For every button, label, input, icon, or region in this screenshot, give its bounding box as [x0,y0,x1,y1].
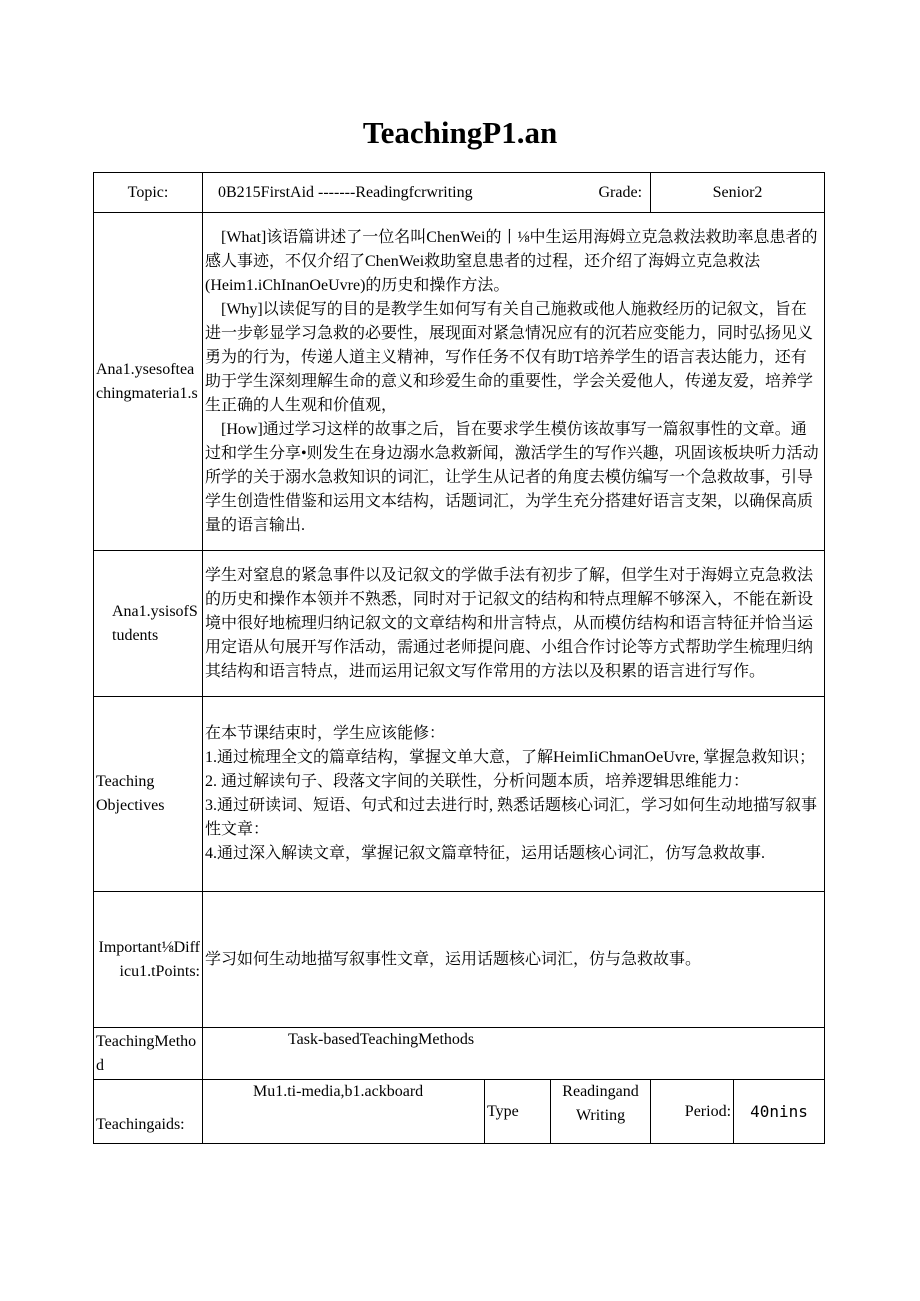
method-value: Task-basedTeachingMethods [203,1028,825,1080]
period-label: Period: [651,1080,734,1144]
topic-text: 0B215FirstAid -------Readingfcrwriting [218,183,473,201]
topic-label: Topic: [94,173,203,213]
period-value: 40nins [734,1080,825,1144]
method-label: TeachingMethod [94,1028,203,1080]
method-row [94,1028,825,1080]
materials-row [94,213,825,551]
objectives-label: Teaching Objectives [94,697,203,892]
page-title: TeachingP1.an [362,115,558,150]
aids-value: Mu1.ti-media,b1.ackboard [203,1080,485,1144]
teaching-plan-table [93,172,825,1144]
objectives-intro: 在本节课结束时，学生应该能修： [205,725,446,742]
points-text: 学习如何生动地描写叙事性文章，运用话题核心词汇，仿与急救故事。 [203,892,825,1028]
objective-item: 3.通过研读词、短语、句式和过去进行时, 熟悉话题核心词汇，学习如何生动地描写叙事性文章： [205,797,818,838]
objective-item: 1.通过梳理全文的篇章结构，掌握文单大意，了解HeimIiChmanOeUvre, 掌握急救知识； [205,749,816,766]
objectives-row [94,697,825,892]
grade-value: Senior2 [651,173,825,213]
grade-label: Grade: [598,183,643,201]
aids-label: Teachingaids: [94,1080,203,1144]
objective-item: 4.通过深入解读文章，掌握记叙文篇章特征，运用话题核心词汇，仿写急救故事. [205,845,766,862]
students-row [94,551,825,697]
materials-what: [What]该语篇讲述了一位名叫ChenWei的丨⅛中生运用海姆立克急救法救助率息患者的感人事迹，不仅介绍了ChenWei救助窒息患者的过程，还介绍了海姆立克急救法(Heim1.iChInanOeUvre)的历史和操作方法。 [205,228,818,294]
topic-value [203,173,651,213]
objective-item: 2. 通过解读句子、段落文字间的关联性，分析问题本质，培养逻辑思维能力： [205,773,750,790]
materials-why: [Why]以读促写的目的是教学生如何写有关自己施救或他人施救经历的记叙文，旨在进一步彰显学习急救的必要性，展现面对紧急情况应有的沉若应变能力，同时弘扬见义勇为的行为，传递人道主义精神，写作任务不仅有助T培养学生的语言表达能力，还有助于学生深刻理解生命的意义和珍爱生命的重要性，学会关爱他人，传递友爱，培养学生正确的人生观和价值观， [205,300,814,414]
type-label: Type [485,1080,551,1144]
materials-label: Ana1.ysesofteachingmateria1.s [94,213,203,551]
students-label: Ana1.ysisofStudents [94,551,203,697]
materials-how: [How]通过学习这样的故事之后，旨在要求学生模仿该故事写一篇叙事性的文章。通过和学生分享•则发生在身边溺水急救新闻，激活学生的写作兴趣，巩固该板块听力活动所学的关于溺水急救知识的词汇，让学生从记者的角度去模仿编写一个急救故事，引导学生创造性借鉴和运用文本结构，话题词汇，为学生充分搭建好语言支架，以确保高质量的语言输出. [205,420,819,534]
type-value: Readingand Writing [551,1080,651,1144]
objectives-content [203,697,825,892]
points-label: Important⅛Difficu1.tPoints: [94,892,203,1028]
students-text: 学生对窒息的紧急事件以及记叙文的学做手法有初步了解，但学生对于海姆立克急救法的历史和操作本领并不熟悉，同时对于记叙文的结构和特点理解不够深入，不能在新设境中很好地梳理归纳记叙文的文章结构和卅言特点，从而模仿结构和语言特征并恰当运用定语从句展开写作活动，需通过老师提问鹿、小组合作讨论等方式帮助学生梳理归纳其结构和语言特点，进而运用记叙文写作常用的方法以及积累的语言进行写作。 [203,551,825,697]
points-row [94,892,825,1028]
topic-row [94,173,825,213]
materials-content [203,213,825,551]
aids-row [94,1080,825,1144]
